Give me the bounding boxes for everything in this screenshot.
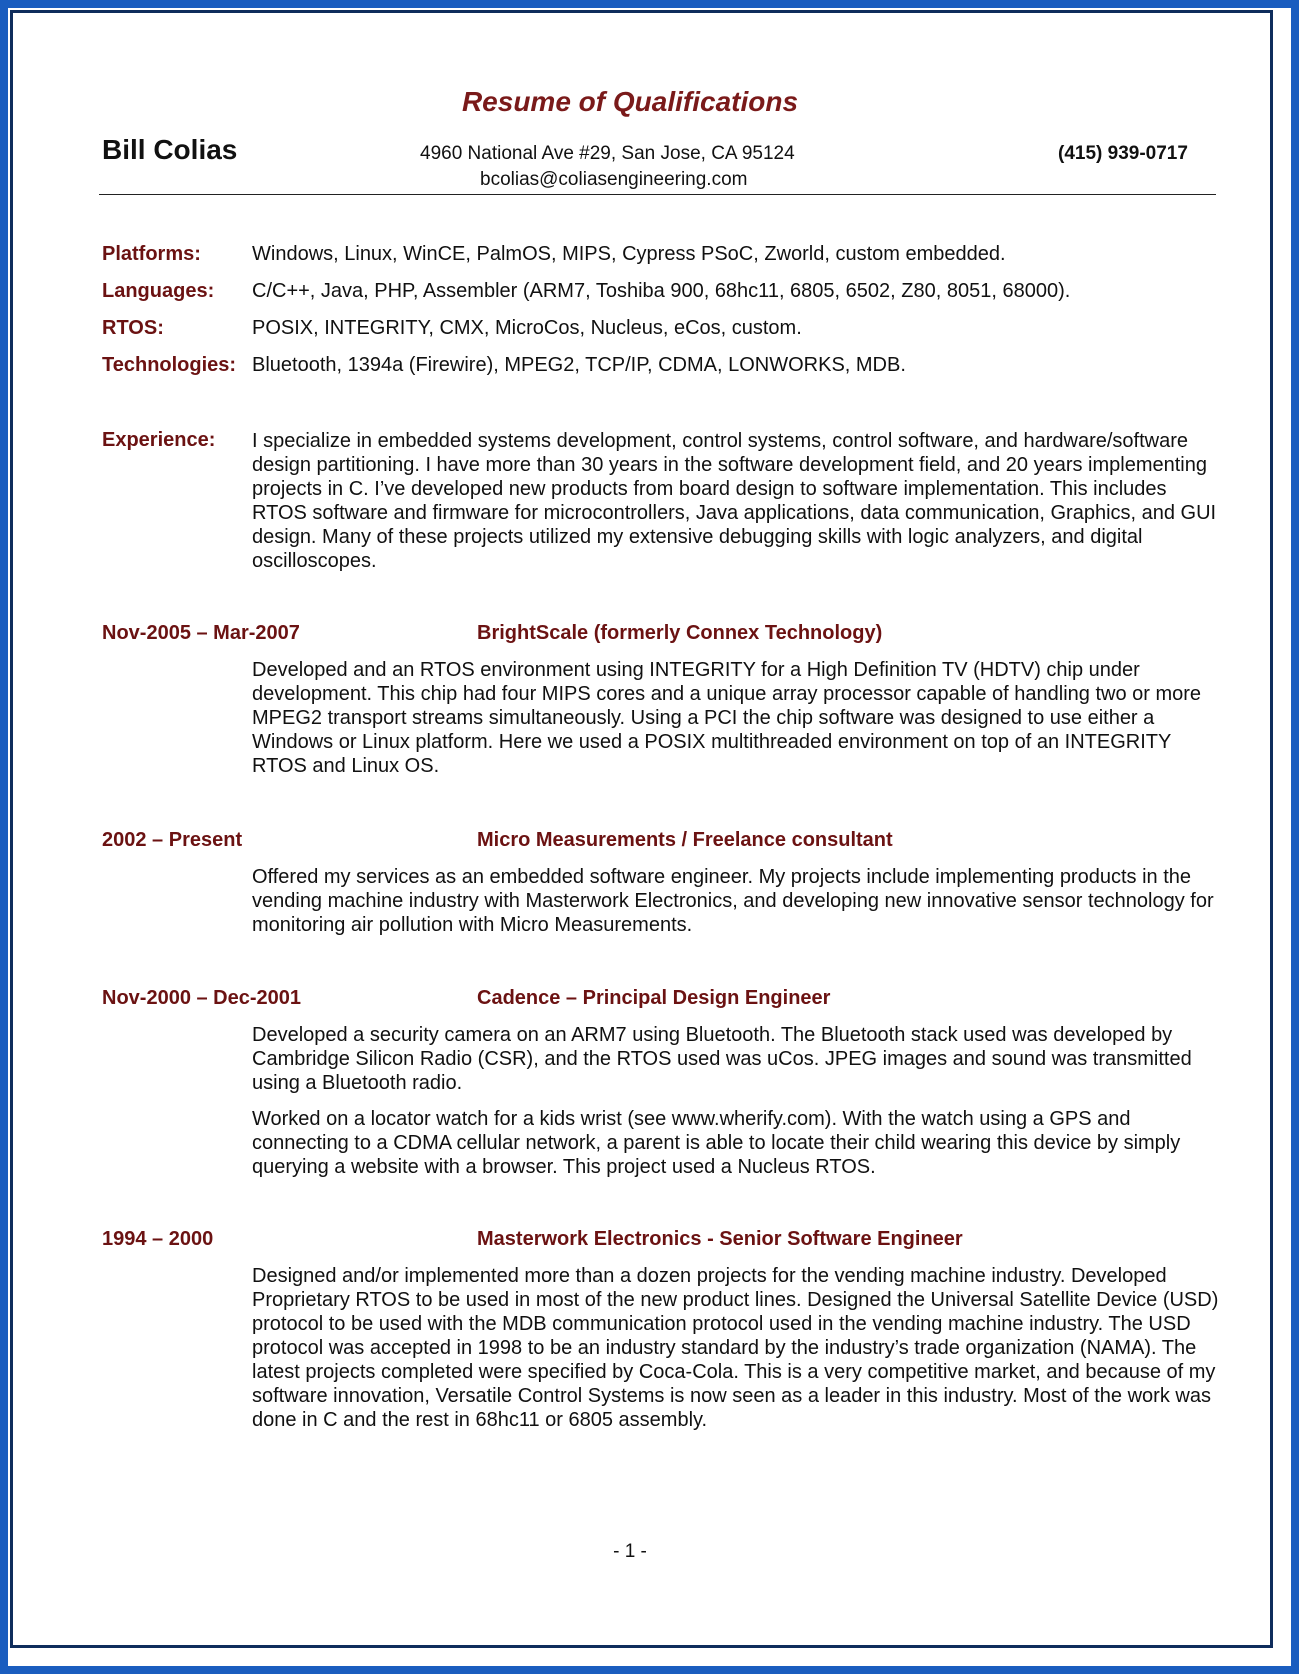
experience-summary-text: I specialize in embedded systems development, control systems, control software, and hardware/software design partitioning. I have more than 30 years in the software development field, and 20 years implementing projects in C. I’ve developed new products from board design to software implementation. This includes RTOS software and firmware for microcontrollers, Java applications, data communication, Graphics, and GUI design. Many of these projects utilized my extensive debugging skills with logic analyzers, and digital oscilloscopes. <box>252 430 1217 572</box>
job-description: Worked on a locator watch for a kids wrist (see www.wherify.com). With the watch using a GPS and connecting to a CDMA cellular network, a parent is able to locate their child wearing this device by simply querying a website with a browser. This project used a Nucleus RTOS. <box>252 1108 1181 1178</box>
job-employer: Cadence – Principal Design Engineer <box>477 987 831 1009</box>
job-dates: Nov-2000 – Dec-2001 <box>102 987 302 1009</box>
job-dates: Nov-2005 – Mar-2007 <box>102 622 300 644</box>
job-dates: 1994 – 2000 <box>102 1228 214 1250</box>
document-title: Resume of Qualifications <box>461 86 799 117</box>
skill-value-platforms: Windows, Linux, WinCE, PalmOS, MIPS, Cypress PSoC, Zworld, custom embedded. <box>252 243 1006 265</box>
job-employer: Micro Measurements / Freelance consultant <box>477 829 893 851</box>
phone-number: (415) 939-0717 <box>1058 143 1188 164</box>
email: bcolias@coliasengineering.com <box>480 169 748 190</box>
skill-value-technologies: Bluetooth, 1394a (Firewire), MPEG2, TCP/IP, CDMA, LONWORKS, MDB. <box>252 354 906 376</box>
header-divider <box>99 194 1216 195</box>
job-description: Developed a security camera on an ARM7 using Bluetooth. The Bluetooth stack used was developed by Cambridge Silicon Radio (CSR), and the RTOS used was uCos. JPEG images and sound was transmitted using a Bluetooth radio. <box>252 1024 1192 1094</box>
job-employer: Masterwork Electronics - Senior Software Engineer <box>477 1228 963 1250</box>
address: 4960 National Ave #29, San Jose, CA 95124 <box>420 143 795 164</box>
skill-label-rtos: RTOS: <box>102 317 164 339</box>
job-employer: BrightScale (formerly Connex Technology) <box>477 622 883 644</box>
skill-value-rtos: POSIX, INTEGRITY, CMX, MicroCos, Nucleus, eCos, custom. <box>252 317 802 339</box>
skill-label-platforms: Platforms: <box>102 243 201 265</box>
job-description: Offered my services as an embedded software engineer. My projects include implementing products in the vending machine industry with Masterwork Electronics, and developing new innovative sensor technology for monitoring air pollution with Micro Measurements. <box>252 866 1214 936</box>
job-dates: 2002 – Present <box>102 829 243 851</box>
page-number: - 1 - <box>613 1541 647 1562</box>
skill-label-languages: Languages: <box>102 280 215 302</box>
skill-label-technologies: Technologies: <box>102 354 237 376</box>
skill-value-languages: C/C++, Java, PHP, Assembler (ARM7, Toshiba 900, 68hc11, 6805, 6502, Z80, 8051, 68000). <box>252 280 1071 302</box>
experience-label: Experience: <box>102 429 216 451</box>
job-description: Designed and/or implemented more than a dozen projects for the vending machine industry. Developed Proprietary RTOS to be used in most of the new product lines. Designed the Universal Satellite Device (USD) protocol to be used with the MDB communication protocol used in the vending machine industry. The USD protocol was accepted in 1998 to be an industry standard by the industry’s trade organization (NAMA). The latest projects completed were specified by Coca-Cola. This is a very competitive market, and because of my software innovation, Versatile Control Systems is now seen as a leader in this industry. Most of the work was done in C and the rest in 68hc11 or 6805 assembly. <box>252 1265 1219 1431</box>
candidate-name: Bill Colias <box>102 134 238 165</box>
job-description: Developed and an RTOS environment using INTEGRITY for a High Definition TV (HDTV) chip under development. This chip had four MIPS cores and a unique array processor capable of handling two or more MPEG2 transport streams simultaneously. Using a PCI the chip software was designed to use either a Windows or Linux platform. Here we used a POSIX multithreaded environment on top of an INTEGRITY RTOS and Linux OS. <box>252 659 1202 777</box>
